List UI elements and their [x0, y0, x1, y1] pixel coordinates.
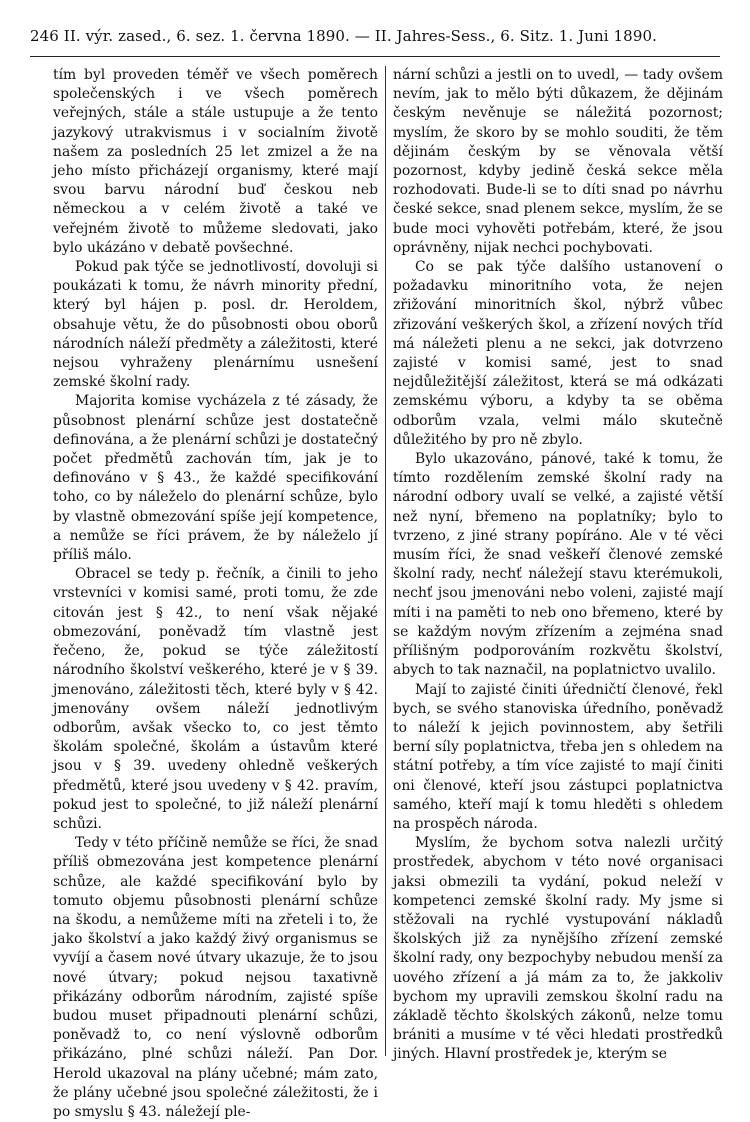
- paragraph: Myslím, že bychom sotva nalezli určitý prostředek, abychom v této nové organisaci jaksi obmezili ta vydání, pokud neleží v kompetenci zemské školní rady. My jsme si stěžovali na rychlé vystupování nákladů školských již za nynějšího zřízení zemské školní rady, ony bezpochyby nebudou menší za uového zřízení a já mám za to, že jakkoliv bychom my upravili zemskou školní radu na základě těchto školských zákonů, nelze tomu brániti a musíme v té věci hledati prostředků jiných. Hlavní prostředek je, kterým se: [393, 835, 723, 1063]
- header-rule: [30, 56, 720, 57]
- paragraph: Pokud pak týče se jednotlivostí, dovoluji si poukázati k tomu, že návrh minority přední, který byl hájen p. posl. dr. Heroldem, obsahuje větu, že do působnosti obou oborů národních náleží předměty a záležitosti, které nejsou vyhraženy plenárnímu usnešení zemské školní rady.: [53, 259, 378, 391]
- paragraph: tím byl proveden téměř ve všech poměrech společenských i ve všech poměrech veřejných, stále a stále ustupuje a že tento jazykový utrakvismus i v socialním životě našem za posledních 25 let zmizel a že na jeho místo přicházejí organismy, které mají svou barvu národní buď českou neb německou a v celém životě a také ve veřejném životě to můžeme sledovati, jako bylo ukázáno v debatě povšechné.: [53, 67, 378, 256]
- left-column: [53, 66, 378, 1122]
- paragraph: Tedy v této příčině nemůže se říci, že snad příliš obmezována jest kompetence plenární schůze, ale každé specifikování bylo by tomuto objemu působnosti plenární schůze na škodu, a nemůžeme míti na zřeteli i to, že jako školství a jako každý živý organismus se vyvíjí a časem nové útvary ukazuje, že to jsou nové útvary; pokud nejsou taxativně přikázány odborům národním, zajisté spíše budou muset připadnouti plenární schůzi, poněvadž to, co není výslovně odborům přikázáno, plné schůzi náleží. Pan Dor. Herold ukazoval na plány učebné; mám zato, že plány učebné jsou společné záležitosti, že i po smyslu § 43. náležejí ple-: [53, 835, 378, 1120]
- paragraph: nární schůzi a jestli on to uvedl, — tady ovšem nevím, jak to mělo býti důkazem, že dějinám českým nevěnuje se náležitá pozornost; myslím, že skoro by se mohlo souditi, že těm dějinám českým by se věnovala větší pozornost, kdyby jedině česká sekce měla rozhodovati. Bude-li se to díti snad po návrhu české sekce, snad plenem sekce, myslím, že se bude moci vyhověti potřebám, které, že jsou oprávněny, nijak nechci pochybovati.: [393, 67, 723, 256]
- paragraph: Co se pak týče dalšího ustanovení o požadavku minoritního vota, že nejen zřižování minoritních škol, nýbrž vůbec zřizování veškerých škol, a zřízení nových tříd má náležeti plenu a ne sekci, jak dotvrzeno zajisté v komisi samé, jest to snad nejdůležitější záležitost, která se má odkázati zemskému výboru, a kdyby ta se oběma odborům vzala, velmi málo skutečně důležitého by pro ně zbylo.: [393, 259, 723, 448]
- paragraph: Bylo ukazováno, pánové, také k tomu, že tímto rozdělením zemské školní rady na národní odbory uvalí se velké, a zajisté větší než nyní, břemeno na poplatníky; bylo to tvrzeno, z jiné strany popíráno. Ale v té věci musím říci, že snad veškeří členové zemské školní rady, nechť náležejí stavu kterémukoli, nechť jsou jmenováni nebo voleni, zajisté mají míti i na paměti to neb ono břemeno, které by se každým novým zřízením a zejména snad přílišným podporováním rozkvětu školství, abych to tak naznačil, na poplatnictvo uvalilo.: [393, 451, 723, 679]
- page-header: 246 II. výr. zased., 6. sez. 1. června 1890. — II. Jahres-Sess., 6. Sitz. 1. Juni 1890.: [30, 27, 657, 45]
- paragraph: Mají to zajisté činiti úředničtí členové, řekl bych, se svého stanoviska úředního, poněvadž to náleží k jejich povinnostem, aby šetřili berní síly poplatnictva, třeba jen s ohledem na státní potřeby, a tím více zajisté to mají činiti oni členové, kteří jsou zástupci poplatnictva samého, kteří mají k tomu hleděti s ohledem na prospěch národa.: [393, 681, 723, 832]
- right-column: [393, 66, 723, 1065]
- paragraph: Majorita komise vycházela z té zásady, že působnost plenární schůze jest dostatečně definována, a že plenární schůzi je dostatečný počet předmětů zachován tím, jak je to definováno v § 43., že každé specifikování toho, co by náleželo do plenární schůze, bylo by vlastně obmezování spíše její kompetence, a nemůže se říci právem, že by náleželo jí příliš málo.: [53, 393, 378, 564]
- column-divider: [385, 66, 386, 1056]
- paragraph: Obracel se tedy p. řečník, a činili to jeho vrstevníci v komisi samé, proti tomu, že zde citován jest § 42., to není však nějaké obmezování, poněvadž tím vlastně jest řečeno, že, pokud se týče záležitostí národního školství veškerého, které je v § 39. jmenováno, záležitosti těch, které byly v § 42. jmenovány ovšem náleží jednotlivým odborům, avšak všecko to, co jest těmto školám společné, školám a ústavům které jsou v § 39. uvedeny ohledně veškerých předmětů, které jsou uvedeny v § 42. pravím, pokud jest to společné, to již náleží plenární schůzi.: [53, 566, 378, 832]
